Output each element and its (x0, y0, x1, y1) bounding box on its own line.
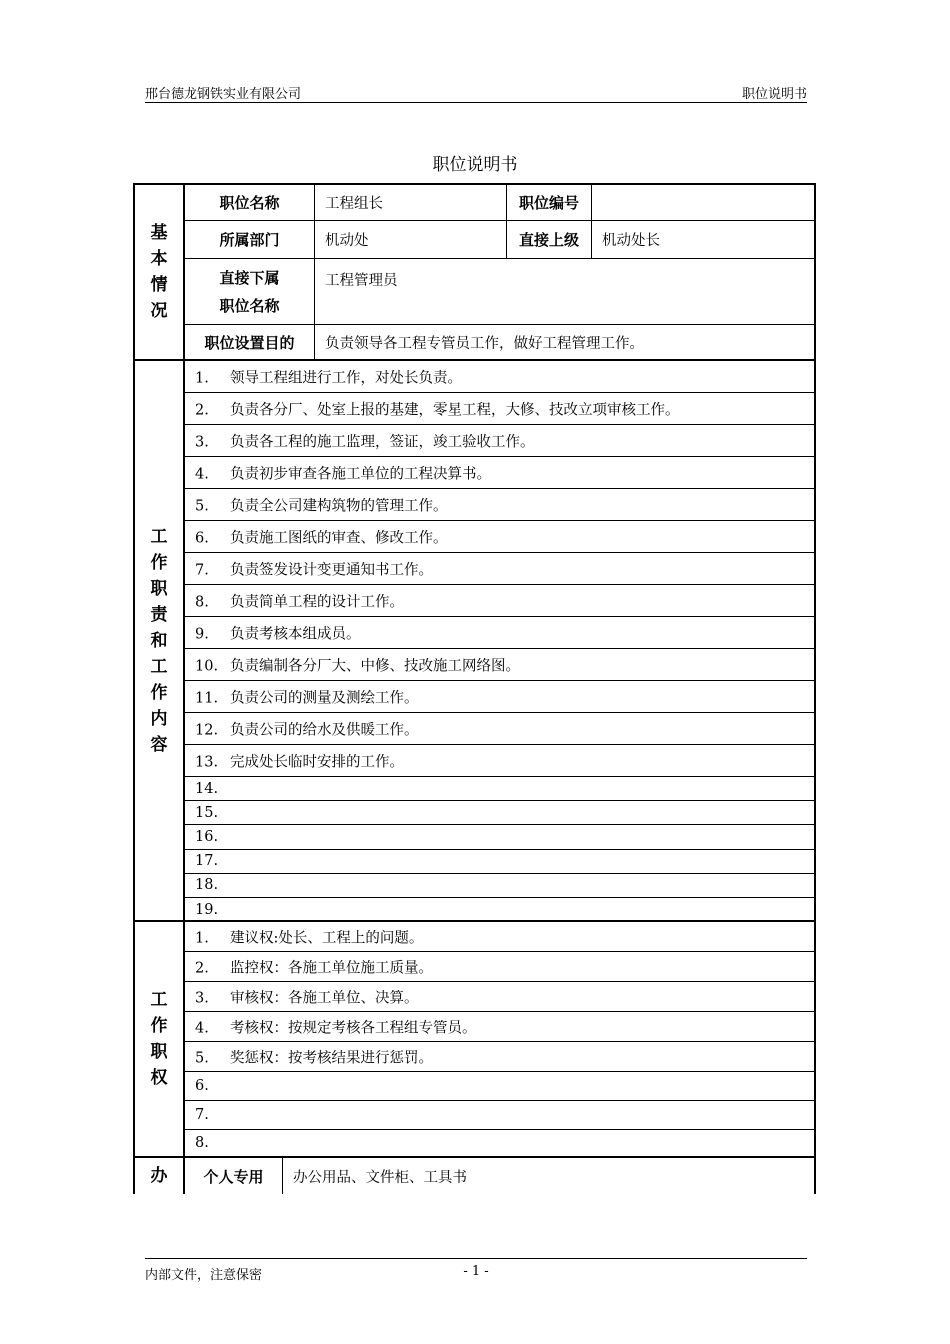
superior-label: 直接上级 (507, 221, 592, 258)
list-item (185, 393, 814, 425)
item-text: 考核权：按规定考核各工程组专管员。 (230, 1020, 477, 1036)
list-item (185, 1072, 814, 1101)
list-item (185, 874, 814, 898)
confidential-note: 内部文件，注意保密 (145, 1268, 263, 1283)
item-text: 监控权：各施工单位施工质量。 (230, 960, 433, 976)
item-text: 负责公司的测量及测绘工作。 (230, 690, 419, 706)
item-text: 审核权：各施工单位、决算。 (230, 990, 419, 1006)
list-item (185, 982, 814, 1012)
office-row (185, 1158, 814, 1194)
list-item (185, 1012, 814, 1042)
list-item (185, 681, 814, 713)
personal-items: 办公用品、文件柜、工具书 (293, 1169, 467, 1186)
subordinate-label-line1: 直接下属 (219, 268, 280, 287)
item-number: 13. (195, 754, 219, 770)
position-row (185, 185, 814, 221)
item-number: 6. (195, 530, 209, 546)
department-value: 机动处 (315, 221, 507, 258)
item-number: 4. (195, 1020, 209, 1036)
item-number: 3. (195, 990, 209, 1006)
department-label: 所属部门 (185, 221, 315, 258)
list-item (185, 617, 814, 649)
list-item (185, 489, 814, 521)
list-item (185, 649, 814, 681)
item-number: 8. (195, 594, 209, 610)
item-text: 负责编制各分厂大、中修、技改施工网络图。 (230, 658, 520, 674)
page-number: - 1 - (463, 1264, 489, 1279)
list-item (185, 898, 814, 922)
company-name: 邢台德龙钢铁实业有限公司 (145, 87, 302, 102)
item-number: 15. (195, 804, 219, 821)
item-number: 9. (195, 626, 209, 642)
office-section (133, 1156, 816, 1194)
item-text: 负责公司的给水及供暖工作。 (230, 722, 419, 738)
list-item (185, 457, 814, 489)
item-number: 5. (195, 498, 209, 514)
list-item (185, 585, 814, 617)
purpose-label: 职位设置目的 (185, 325, 315, 359)
position-name-label: 职位名称 (185, 185, 315, 220)
item-number: 18. (195, 877, 219, 894)
list-item (185, 850, 814, 874)
subordinate-label (185, 259, 315, 324)
duties-label: 工作职责和工作内容 (150, 526, 168, 755)
item-number: 17. (195, 853, 219, 870)
item-text: 负责初步审查各施工单位的工程决算书。 (230, 466, 491, 482)
item-number: 6. (195, 1078, 209, 1094)
list-item (185, 825, 814, 849)
subordinate-value: 工程管理员 (325, 273, 398, 289)
item-text: 负责简单工程的设计工作。 (230, 594, 404, 610)
item-number: 4. (195, 466, 209, 482)
subordinate-row (185, 259, 814, 325)
list-item (185, 952, 814, 982)
list-item (185, 713, 814, 745)
list-item (185, 361, 814, 393)
list-item (185, 777, 814, 801)
item-text: 负责签发设计变更通知书工作。 (230, 562, 433, 578)
item-text: 负责各工程的施工监理，签证，竣工验收工作。 (230, 434, 535, 450)
list-item (185, 521, 814, 553)
page-title: 职位说明书 (432, 155, 518, 175)
item-number: 11. (195, 690, 219, 706)
list-item (185, 425, 814, 457)
subordinate-label-line2: 职位名称 (219, 296, 280, 315)
basic-info-section (133, 183, 816, 361)
position-code-value (592, 185, 814, 220)
item-text: 负责考核本组成员。 (230, 626, 361, 642)
department-row (185, 221, 814, 259)
office-label: 办 (150, 1166, 168, 1186)
page-header (145, 80, 807, 103)
item-text: 领导工程组进行工作，对处长负责。 (230, 370, 462, 386)
item-number: 3. (195, 434, 209, 450)
item-number: 2. (195, 960, 209, 976)
superior-value: 机动处长 (602, 233, 660, 249)
authority-label: 工作职权 (150, 990, 168, 1088)
item-number: 7. (195, 562, 209, 578)
item-text: 完成处长临时安排的工作。 (230, 754, 404, 770)
list-item (185, 1101, 814, 1130)
list-item (185, 922, 814, 952)
purpose-value: 负责领导各工程专管员工作，做好工程管理工作。 (325, 335, 644, 352)
list-item (185, 801, 814, 825)
list-item (185, 553, 814, 585)
item-number: 10. (195, 658, 219, 674)
item-number: 8. (195, 1135, 209, 1151)
authority-label-cell (135, 922, 185, 1156)
list-item (185, 745, 814, 777)
page-footer (145, 1258, 807, 1283)
item-number: 5. (195, 1050, 209, 1066)
doc-type: 职位说明书 (741, 87, 807, 102)
office-label-cell (135, 1158, 185, 1194)
item-number: 19. (195, 902, 219, 919)
basic-info-label: 基本情况 (150, 223, 168, 321)
item-number: 2. (195, 402, 209, 418)
item-text: 奖惩权：按考核结果进行惩罚。 (230, 1050, 433, 1066)
duties-label-cell (135, 361, 185, 920)
duties-section (133, 359, 816, 922)
item-text: 建议权:处长、工程上的问题。 (230, 930, 424, 946)
list-item (185, 1130, 814, 1156)
item-number: 12. (195, 722, 219, 738)
purpose-row (185, 325, 814, 359)
authority-section (133, 920, 816, 1158)
position-code-label: 职位编号 (507, 185, 592, 220)
item-text: 负责施工图纸的审查、修改工作。 (230, 530, 448, 546)
list-item (185, 1042, 814, 1072)
position-name-value: 工程组长 (315, 185, 507, 220)
item-number: 1. (195, 370, 209, 386)
item-number: 7. (195, 1107, 209, 1123)
item-number: 16. (195, 828, 219, 845)
personal-label: 个人专用 (185, 1158, 283, 1194)
item-text: 负责全公司建构筑物的管理工作。 (230, 498, 448, 514)
item-number: 1. (195, 930, 209, 946)
item-number: 14. (195, 780, 219, 797)
basic-info-label-cell (135, 185, 185, 359)
item-text: 负责各分厂、处室上报的基建，零星工程，大修、技改立项审核工作。 (230, 402, 680, 418)
